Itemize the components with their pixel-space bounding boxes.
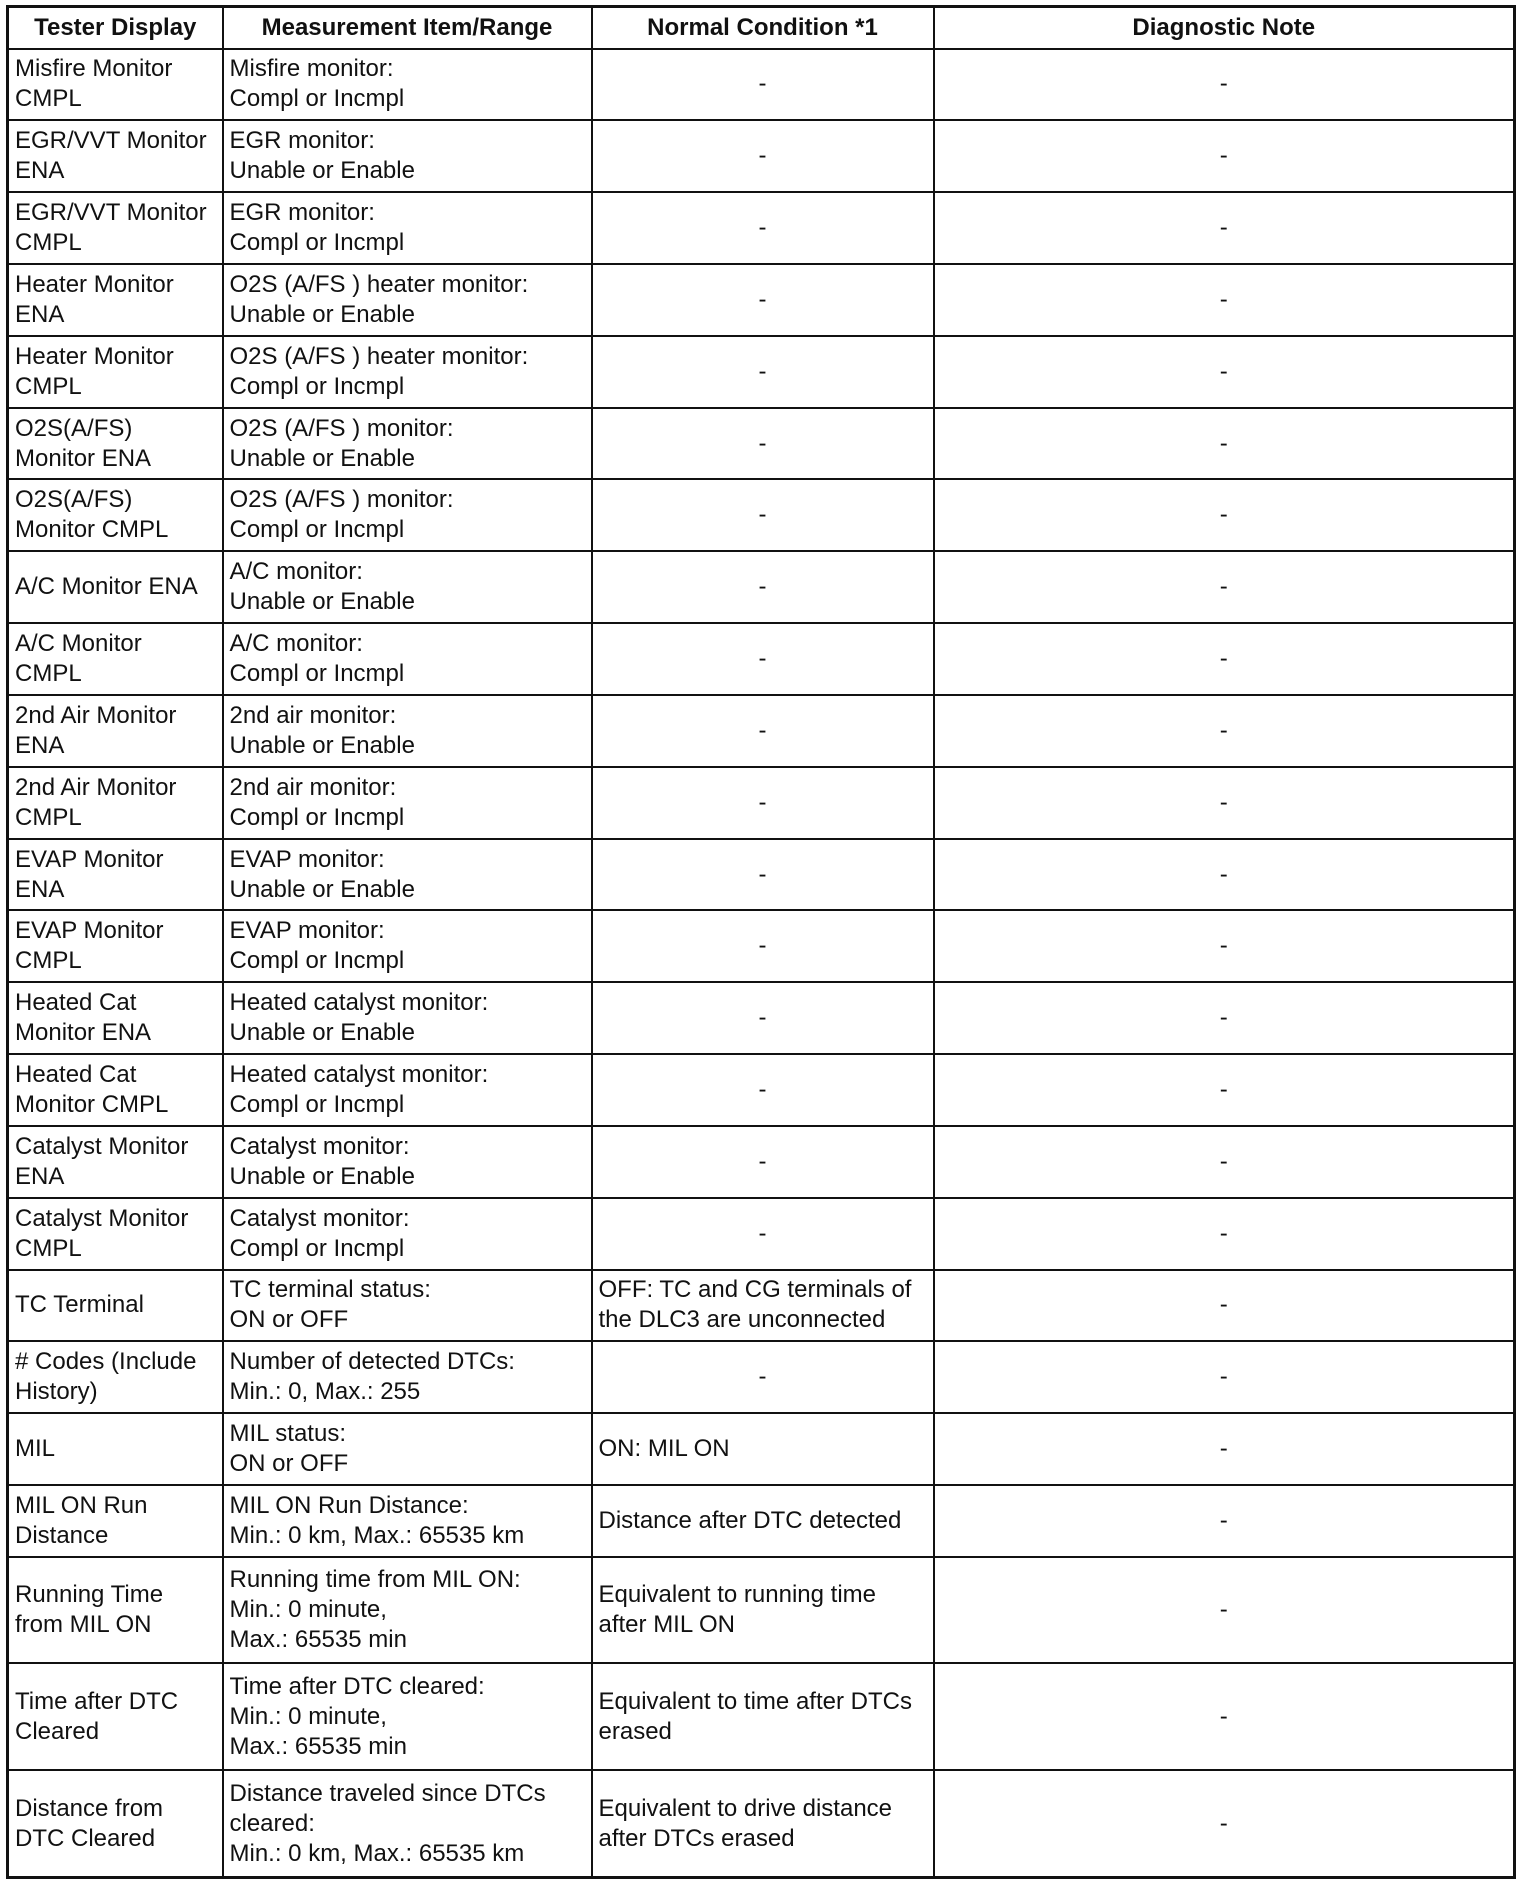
cell-normal-condition: - (592, 120, 934, 192)
cell-tester-display: EGR/VVT Monitor ENA (8, 120, 223, 192)
cell-measurement-item: A/C monitor: Compl or Incmpl (223, 623, 592, 695)
cell-tester-display: 2nd Air Monitor CMPL (8, 767, 223, 839)
table-row (8, 192, 1515, 264)
cell-diagnostic-note: - (934, 695, 1515, 767)
cell-tester-display: EVAP Monitor ENA (8, 839, 223, 911)
cell-diagnostic-note: - (934, 336, 1515, 408)
cell-tester-display: Distance from DTC Cleared (8, 1770, 223, 1877)
cell-tester-display: Catalyst Monitor ENA (8, 1126, 223, 1198)
table-row (8, 1198, 1515, 1270)
cell-tester-display: O2S(A/FS) Monitor CMPL (8, 479, 223, 551)
cell-diagnostic-note: - (934, 1557, 1515, 1664)
cell-tester-display: Heated Cat Monitor ENA (8, 982, 223, 1054)
cell-measurement-item: Heated catalyst monitor: Compl or Incmpl (223, 1054, 592, 1126)
cell-tester-display: Heated Cat Monitor CMPL (8, 1054, 223, 1126)
table-row (8, 336, 1515, 408)
cell-measurement-item: TC terminal status: ON or OFF (223, 1270, 592, 1342)
table-row (8, 623, 1515, 695)
cell-diagnostic-note: - (934, 479, 1515, 551)
cell-tester-display: Misfire Monitor CMPL (8, 49, 223, 121)
cell-measurement-item: 2nd air monitor: Compl or Incmpl (223, 767, 592, 839)
cell-measurement-item: O2S (A/FS ) monitor: Compl or Incmpl (223, 479, 592, 551)
cell-diagnostic-note: - (934, 408, 1515, 480)
header-tester-display: Tester Display (8, 7, 223, 49)
cell-normal-condition: - (592, 1198, 934, 1270)
cell-diagnostic-note: - (934, 910, 1515, 982)
cell-diagnostic-note: - (934, 1126, 1515, 1198)
table-row (8, 49, 1515, 121)
table-row (8, 1663, 1515, 1770)
cell-normal-condition: - (592, 336, 934, 408)
cell-tester-display: Catalyst Monitor CMPL (8, 1198, 223, 1270)
cell-measurement-item: Time after DTC cleared: Min.: 0 minute, Max.: 65535 min (223, 1663, 592, 1770)
cell-measurement-item: EGR monitor: Unable or Enable (223, 120, 592, 192)
cell-diagnostic-note: - (934, 49, 1515, 121)
table-row (8, 408, 1515, 480)
table-row (8, 1341, 1515, 1413)
cell-measurement-item: A/C monitor: Unable or Enable (223, 551, 592, 623)
header-diagnostic-note: Diagnostic Note (934, 7, 1515, 49)
cell-measurement-item: MIL status: ON or OFF (223, 1413, 592, 1485)
cell-measurement-item: Heated catalyst monitor: Unable or Enable (223, 982, 592, 1054)
table-row (8, 1054, 1515, 1126)
table-row (8, 1270, 1515, 1342)
cell-diagnostic-note: - (934, 839, 1515, 911)
cell-tester-display: EGR/VVT Monitor CMPL (8, 192, 223, 264)
header-normal-condition: Normal Condition *1 (592, 7, 934, 49)
table-row (8, 479, 1515, 551)
cell-tester-display: MIL (8, 1413, 223, 1485)
cell-normal-condition: - (592, 767, 934, 839)
table-row (8, 1413, 1515, 1485)
cell-normal-condition: - (592, 1341, 934, 1413)
cell-tester-display: EVAP Monitor CMPL (8, 910, 223, 982)
header-row (8, 7, 1515, 49)
table-row (8, 1126, 1515, 1198)
cell-diagnostic-note: - (934, 264, 1515, 336)
cell-normal-condition: - (592, 695, 934, 767)
cell-measurement-item: EVAP monitor: Compl or Incmpl (223, 910, 592, 982)
cell-normal-condition: - (592, 910, 934, 982)
cell-normal-condition: - (592, 1126, 934, 1198)
cell-normal-condition: - (592, 49, 934, 121)
cell-diagnostic-note: - (934, 1485, 1515, 1557)
cell-diagnostic-note: - (934, 1054, 1515, 1126)
cell-measurement-item: O2S (A/FS ) monitor: Unable or Enable (223, 408, 592, 480)
cell-normal-condition: OFF: TC and CG terminals of the DLC3 are unconnected (592, 1270, 934, 1342)
cell-diagnostic-note: - (934, 1341, 1515, 1413)
table-body (8, 49, 1515, 1878)
cell-diagnostic-note: - (934, 1663, 1515, 1770)
cell-measurement-item: EVAP monitor: Unable or Enable (223, 839, 592, 911)
cell-measurement-item: 2nd air monitor: Unable or Enable (223, 695, 592, 767)
cell-measurement-item: Number of detected DTCs: Min.: 0, Max.: 255 (223, 1341, 592, 1413)
cell-measurement-item: EGR monitor: Compl or Incmpl (223, 192, 592, 264)
cell-tester-display: O2S(A/FS) Monitor ENA (8, 408, 223, 480)
cell-tester-display: Heater Monitor CMPL (8, 336, 223, 408)
table-row (8, 982, 1515, 1054)
cell-normal-condition: ON: MIL ON (592, 1413, 934, 1485)
cell-diagnostic-note: - (934, 1270, 1515, 1342)
cell-diagnostic-note: - (934, 1198, 1515, 1270)
table-row (8, 839, 1515, 911)
cell-measurement-item: MIL ON Run Distance: Min.: 0 km, Max.: 65535 km (223, 1485, 592, 1557)
cell-normal-condition: - (592, 192, 934, 264)
cell-tester-display: # Codes (Include History) (8, 1341, 223, 1413)
cell-normal-condition: - (592, 408, 934, 480)
table-row (8, 264, 1515, 336)
cell-normal-condition: - (592, 479, 934, 551)
cell-tester-display: 2nd Air Monitor ENA (8, 695, 223, 767)
cell-diagnostic-note: - (934, 623, 1515, 695)
cell-diagnostic-note: - (934, 1770, 1515, 1877)
cell-diagnostic-note: - (934, 192, 1515, 264)
cell-normal-condition: - (592, 982, 934, 1054)
cell-diagnostic-note: - (934, 767, 1515, 839)
cell-tester-display: Heater Monitor ENA (8, 264, 223, 336)
data-list-table (6, 5, 1516, 1879)
cell-tester-display: Time after DTC Cleared (8, 1663, 223, 1770)
cell-measurement-item: O2S (A/FS ) heater monitor: Unable or Enable (223, 264, 592, 336)
cell-measurement-item: Distance traveled since DTCs cleared: Min.: 0 km, Max.: 65535 km (223, 1770, 592, 1877)
cell-diagnostic-note: - (934, 551, 1515, 623)
table-row (8, 1770, 1515, 1877)
cell-tester-display: MIL ON Run Distance (8, 1485, 223, 1557)
cell-diagnostic-note: - (934, 120, 1515, 192)
cell-normal-condition: - (592, 264, 934, 336)
table-row (8, 1485, 1515, 1557)
cell-tester-display: TC Terminal (8, 1270, 223, 1342)
cell-normal-condition: - (592, 551, 934, 623)
cell-measurement-item: Misfire monitor: Compl or Incmpl (223, 49, 592, 121)
cell-normal-condition: Equivalent to drive distance after DTCs erased (592, 1770, 934, 1877)
cell-tester-display: A/C Monitor CMPL (8, 623, 223, 695)
table-row (8, 1557, 1515, 1664)
table-row (8, 695, 1515, 767)
cell-measurement-item: Running time from MIL ON: Min.: 0 minute, Max.: 65535 min (223, 1557, 592, 1664)
cell-measurement-item: O2S (A/FS ) heater monitor: Compl or Incmpl (223, 336, 592, 408)
cell-measurement-item: Catalyst monitor: Compl or Incmpl (223, 1198, 592, 1270)
cell-tester-display: Running Time from MIL ON (8, 1557, 223, 1664)
table-row (8, 551, 1515, 623)
cell-normal-condition: Distance after DTC detected (592, 1485, 934, 1557)
table-row (8, 767, 1515, 839)
cell-normal-condition: - (592, 623, 934, 695)
cell-diagnostic-note: - (934, 1413, 1515, 1485)
header-measurement-item: Measurement Item/Range (223, 7, 592, 49)
cell-normal-condition: Equivalent to time after DTCs erased (592, 1663, 934, 1770)
table-row (8, 910, 1515, 982)
cell-diagnostic-note: - (934, 982, 1515, 1054)
cell-normal-condition: - (592, 1054, 934, 1126)
table-row (8, 120, 1515, 192)
cell-normal-condition: - (592, 839, 934, 911)
cell-tester-display: A/C Monitor ENA (8, 551, 223, 623)
cell-measurement-item: Catalyst monitor: Unable or Enable (223, 1126, 592, 1198)
cell-normal-condition: Equivalent to running time after MIL ON (592, 1557, 934, 1664)
